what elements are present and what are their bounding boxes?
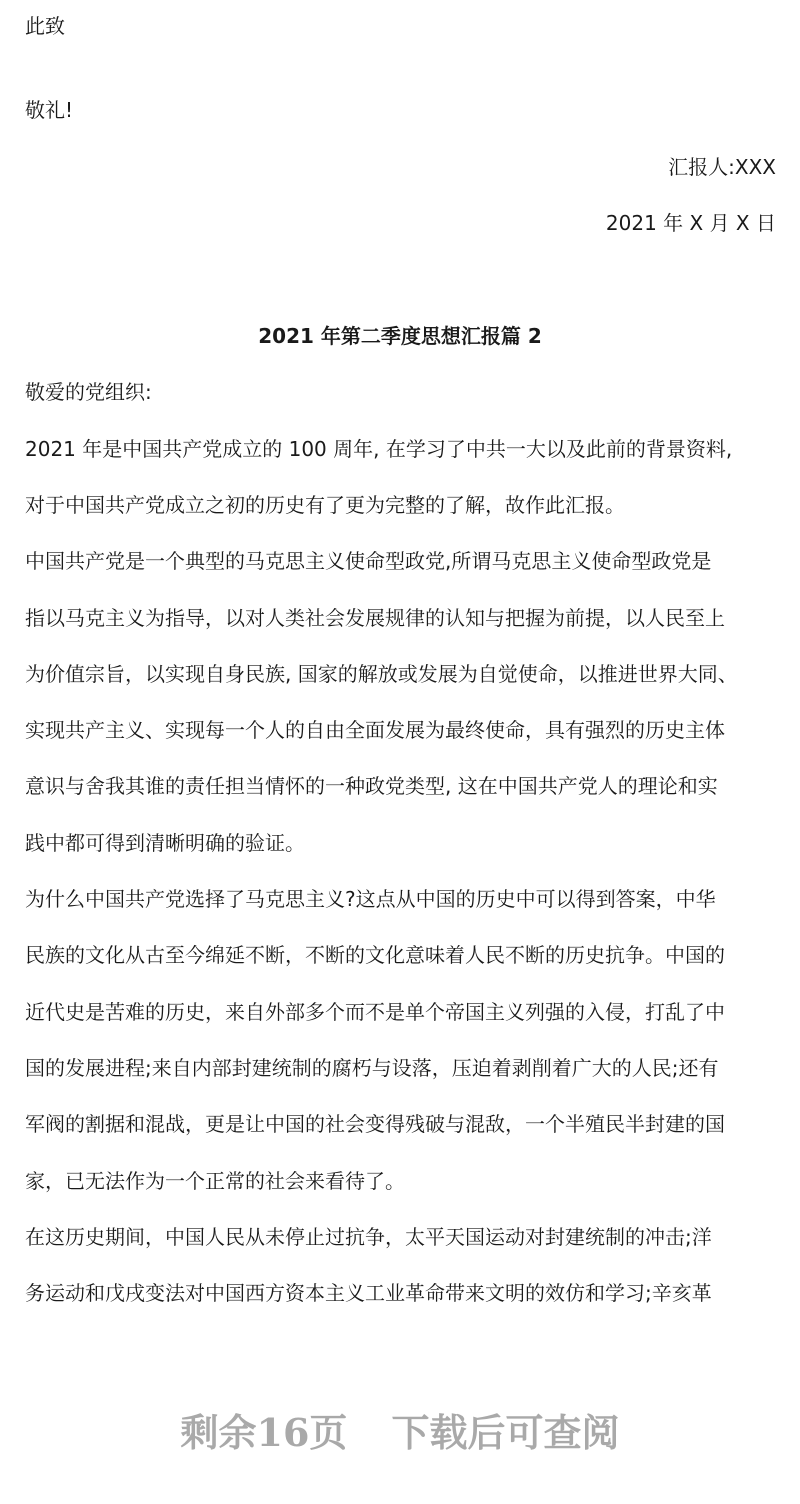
greeting-text: 敬爱的党组织: bbox=[25, 380, 152, 404]
download-prompt[interactable] bbox=[0, 1402, 800, 1457]
body-line: 指以马克主义为指导，以对人类社会发展规律的认知与把握为前提，以人民至上 bbox=[25, 606, 725, 630]
salute-text: 敬礼! bbox=[25, 98, 74, 122]
body-line: 家，已无法作为一个正常的社会来看待了。 bbox=[25, 1169, 405, 1193]
body-line: 践中都可得到清晰明确的验证。 bbox=[25, 831, 305, 855]
body-line: 务运动和戊戌变法对中国西方资本主义工业革命带来文明的效仿和学习;辛亥革 bbox=[25, 1281, 712, 1305]
body-line: 为什么中国共产党选择了马克思主义?这点从中国的历史中可以得到答案，中华 bbox=[25, 887, 716, 911]
signer-text: 汇报人:XXX bbox=[668, 155, 776, 179]
remaining-pages-text: 剩余16页 bbox=[180, 1410, 348, 1455]
body-line: 意识与舍我其谁的责任担当情怀的一种政党类型, 这在中国共产党人的理论和实 bbox=[25, 774, 718, 798]
body-line: 军阀的割据和混战，更是让中国的社会变得残破与混敌，一个半殖民半封建的国 bbox=[25, 1112, 725, 1136]
body-line: 对于中国共产党成立之初的历史有了更为完整的了解，故作此汇报。 bbox=[25, 493, 625, 517]
body-line: 中国共产党是一个典型的马克思主义使命型政党,所谓马克思主义使命型政党是 bbox=[25, 549, 712, 573]
body-line: 实现共产主义、实现每一个人的自由全面发展为最终使命，具有强烈的历史主体 bbox=[25, 718, 725, 742]
body-line: 民族的文化从古至今绵延不断，不断的文化意味着人民不断的历史抗争。中国的 bbox=[25, 943, 725, 967]
download-to-view-text: 下载后可查阅 bbox=[391, 1410, 620, 1455]
body-line: 为价值宗旨，以实现自身民族, 国家的解放或发展为自觉使命，以推进世界大同、 bbox=[25, 662, 738, 686]
body-line: 2021 年是中国共产党成立的 100 周年, 在学习了中共一大以及此前的背景资料, bbox=[25, 437, 733, 461]
closing-text: 此致 bbox=[25, 14, 65, 38]
date-text: 2021 年 X 月 X 日 bbox=[605, 211, 776, 235]
body-line: 在这历史期间，中国人民从未停止过抗争，太平天国运动对封建统制的冲击;洋 bbox=[25, 1225, 712, 1249]
body-line: 国的发展进程;来自内部封建统制的腐朽与设落，压迫着剥削着广大的人民;还有 bbox=[25, 1056, 719, 1080]
body-line: 近代史是苦难的历史，来自外部多个而不是单个帝国主义列强的入侵，打乱了中 bbox=[25, 1000, 725, 1024]
document-title: 2021 年第二季度思想汇报篇 2 bbox=[258, 324, 542, 348]
